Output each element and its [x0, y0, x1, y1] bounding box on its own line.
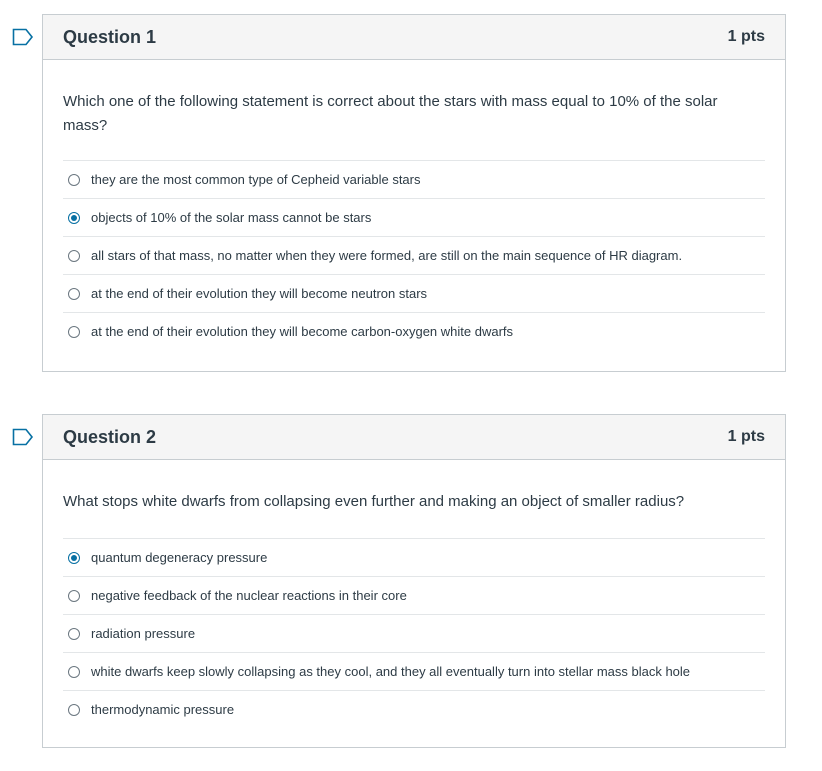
answer-label[interactable]: negative feedback of the nuclear reactions in their core [91, 588, 407, 603]
answer-option[interactable] [63, 539, 765, 577]
radio-button[interactable] [68, 326, 80, 338]
answer-label[interactable]: at the end of their evolution they will become neutron stars [91, 286, 428, 301]
answer-label[interactable]: objects of 10% of the solar mass cannot be stars [91, 210, 372, 225]
radio-button-selected[interactable] [68, 552, 80, 564]
answer-label[interactable]: quantum degeneracy pressure [91, 550, 268, 565]
radio-button[interactable] [68, 250, 80, 262]
question-body [43, 460, 785, 728]
answer-option[interactable] [63, 313, 765, 350]
answer-option[interactable] [63, 237, 765, 275]
answer-label[interactable]: thermodynamic pressure [91, 702, 235, 717]
answer-list [63, 538, 765, 728]
question-text: What stops white dwarfs from collapsing even further and making an object of smaller radius? [63, 493, 685, 510]
answer-label[interactable]: at the end of their evolution they will become carbon-oxygen white dwarfs [91, 324, 514, 339]
radio-button[interactable] [68, 590, 80, 602]
question-header [43, 15, 785, 60]
question-points: 1 pts [727, 28, 765, 45]
question-text: Which one of the following statement is correct about the stars with mass equal to 10% of the solar mass? [63, 93, 718, 134]
answer-option[interactable] [63, 199, 765, 237]
flag-question-icon[interactable] [12, 428, 34, 446]
radio-button-selected[interactable] [68, 212, 80, 224]
radio-button[interactable] [68, 288, 80, 300]
question-1 [42, 14, 786, 372]
answer-option[interactable] [63, 691, 765, 728]
answer-option[interactable] [63, 577, 765, 615]
radio-button[interactable] [68, 174, 80, 186]
answer-label[interactable]: radiation pressure [91, 626, 196, 641]
answer-option[interactable] [63, 275, 765, 313]
question-title: Question 1 [63, 26, 157, 47]
answer-label[interactable]: all stars of that mass, no matter when they were formed, are still on the main sequence of HR diagram. [91, 248, 683, 263]
answer-list [63, 160, 765, 350]
flag-question-icon[interactable] [12, 28, 34, 46]
radio-button[interactable] [68, 666, 80, 678]
question-title: Question 2 [63, 426, 157, 447]
question-header [43, 415, 785, 460]
question-points: 1 pts [727, 428, 765, 445]
answer-option[interactable] [63, 615, 765, 653]
question-body [43, 60, 785, 350]
answer-option[interactable] [63, 653, 765, 691]
question-2 [42, 414, 786, 748]
answer-label[interactable]: white dwarfs keep slowly collapsing as they cool, and they all eventually turn into stellar mass black hole [91, 664, 691, 679]
answer-option[interactable] [63, 161, 765, 199]
radio-button[interactable] [68, 704, 80, 716]
answer-label[interactable]: they are the most common type of Cepheid variable stars [91, 172, 421, 187]
radio-button[interactable] [68, 628, 80, 640]
